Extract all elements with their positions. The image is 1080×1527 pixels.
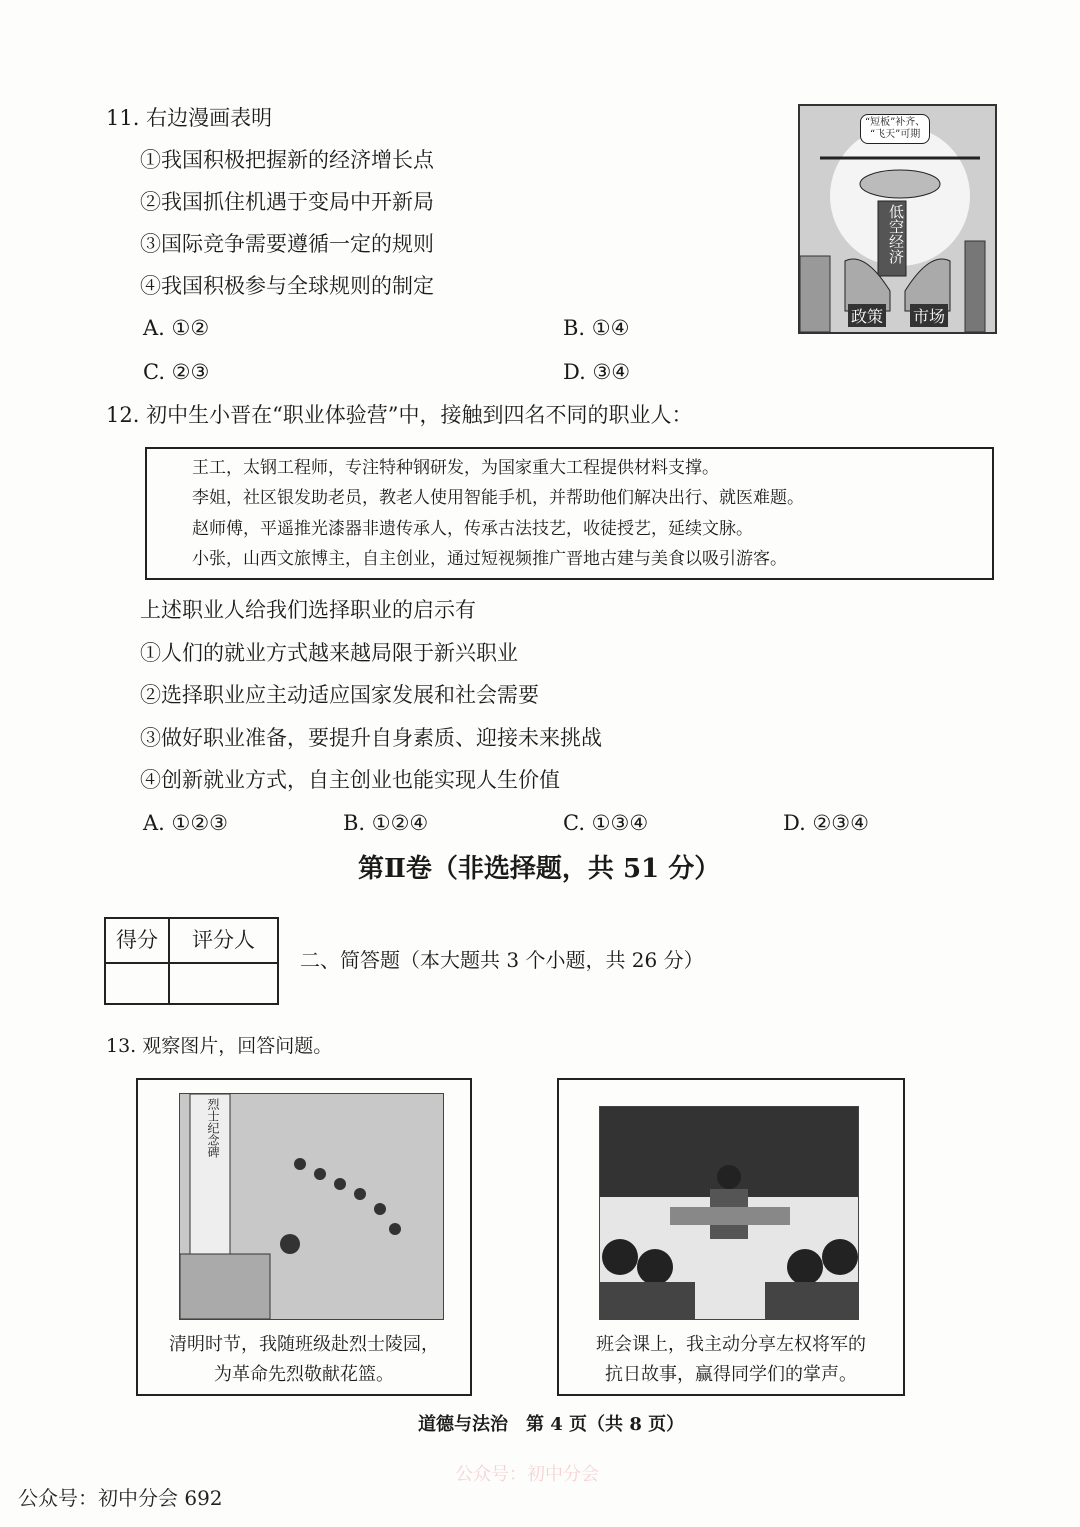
monument-text: 烈士纪念碑 bbox=[206, 1098, 220, 1158]
material-line: 王工，太钢工程师，专注特种钢研发，为国家重大工程提供材料支撑。 bbox=[192, 458, 719, 478]
page-footer: 道德与法治 第 4 页（共 8 页） bbox=[418, 1414, 685, 1435]
q12-answer: C. ①③④ bbox=[563, 811, 649, 835]
q12-option: ①人们的就业方式越来越局限于新兴职业 bbox=[140, 641, 518, 665]
q12-question: 上述职业人给我们选择职业的启示有 bbox=[140, 598, 476, 622]
q11-answer: C. ②③ bbox=[143, 360, 210, 384]
bubble-text: “飞天”可期 bbox=[870, 129, 921, 140]
cemetery-illustration bbox=[179, 1093, 444, 1320]
q11-stem: 11. 右边漫画表明 bbox=[106, 106, 273, 130]
q13-stem: 13. 观察图片，回答问题。 bbox=[106, 1035, 333, 1057]
q11-answer: D. ③④ bbox=[563, 360, 631, 384]
q12-material-box bbox=[145, 447, 994, 580]
score-header: 得分 bbox=[116, 928, 158, 952]
q12-stem: 12. 初中生小晋在“职业体验营”中，接触到四名不同的职业人： bbox=[106, 403, 693, 427]
q11-option: ④我国积极参与全球规则的制定 bbox=[140, 274, 434, 298]
bubble-text: “短板”补齐、 bbox=[865, 117, 926, 128]
q12-option: ④创新就业方式，自主创业也能实现人生价值 bbox=[140, 768, 560, 792]
q11-answer: B. ①④ bbox=[563, 316, 630, 340]
part-heading: 二、简答题（本大题共 3 个小题，共 26 分） bbox=[300, 948, 704, 972]
section-title: 第Ⅱ卷（非选择题，共 51 分） bbox=[358, 854, 721, 884]
q11-answer: A. ①② bbox=[143, 316, 210, 340]
classroom-illustration bbox=[599, 1106, 859, 1320]
cartoon-banner: 低空经济 bbox=[887, 204, 905, 264]
material-line: 小张，山西文旅博主，自主创业，通过短视频推广晋地古建与美食以吸引游客。 bbox=[192, 549, 787, 569]
q13-picture-1 bbox=[136, 1078, 472, 1396]
q12-answer: D. ②③④ bbox=[783, 811, 869, 835]
q13-picture-2 bbox=[557, 1078, 905, 1396]
score-table bbox=[104, 917, 279, 1005]
q11-option: ③国际竞争需要遵循一定的规则 bbox=[140, 232, 434, 256]
q12-answer: B. ①②④ bbox=[343, 811, 429, 835]
source-label: 公众号：初中分会 692 bbox=[18, 1486, 223, 1510]
cartoon-label: 市场 bbox=[910, 304, 948, 327]
watermark: 公众号：初中分会 bbox=[455, 1464, 599, 1485]
q12-option: ③做好职业准备，要提升自身素质、迎接未来挑战 bbox=[140, 726, 602, 750]
q11-option: ①我国积极把握新的经济增长点 bbox=[140, 148, 434, 172]
material-line: 李姐，社区银发助老员，教老人使用智能手机，并帮助他们解决出行、就医难题。 bbox=[192, 488, 804, 508]
caption-line: 清明时节，我随班级赴烈士陵园， bbox=[169, 1334, 439, 1355]
caption-line: 为革命先烈敬献花篮。 bbox=[214, 1364, 394, 1385]
q11-option: ②我国抓住机遇于变局中开新局 bbox=[140, 190, 434, 214]
cartoon-label: 政策 bbox=[848, 304, 886, 327]
grader-header: 评分人 bbox=[192, 928, 255, 952]
q12-answer: A. ①②③ bbox=[143, 811, 228, 835]
caption-line: 班会课上，我主动分享左权将军的 bbox=[596, 1334, 866, 1355]
material-line: 赵师傅，平遥推光漆器非遗传承人，传承古法技艺，收徒授艺，延续文脉。 bbox=[192, 519, 753, 539]
caption-line: 抗日故事，赢得同学们的掌声。 bbox=[605, 1364, 857, 1385]
q12-option: ②选择职业应主动适应国家发展和社会需要 bbox=[140, 683, 539, 707]
cartoon-image bbox=[798, 104, 997, 334]
classroom-drawing bbox=[600, 1107, 858, 1319]
